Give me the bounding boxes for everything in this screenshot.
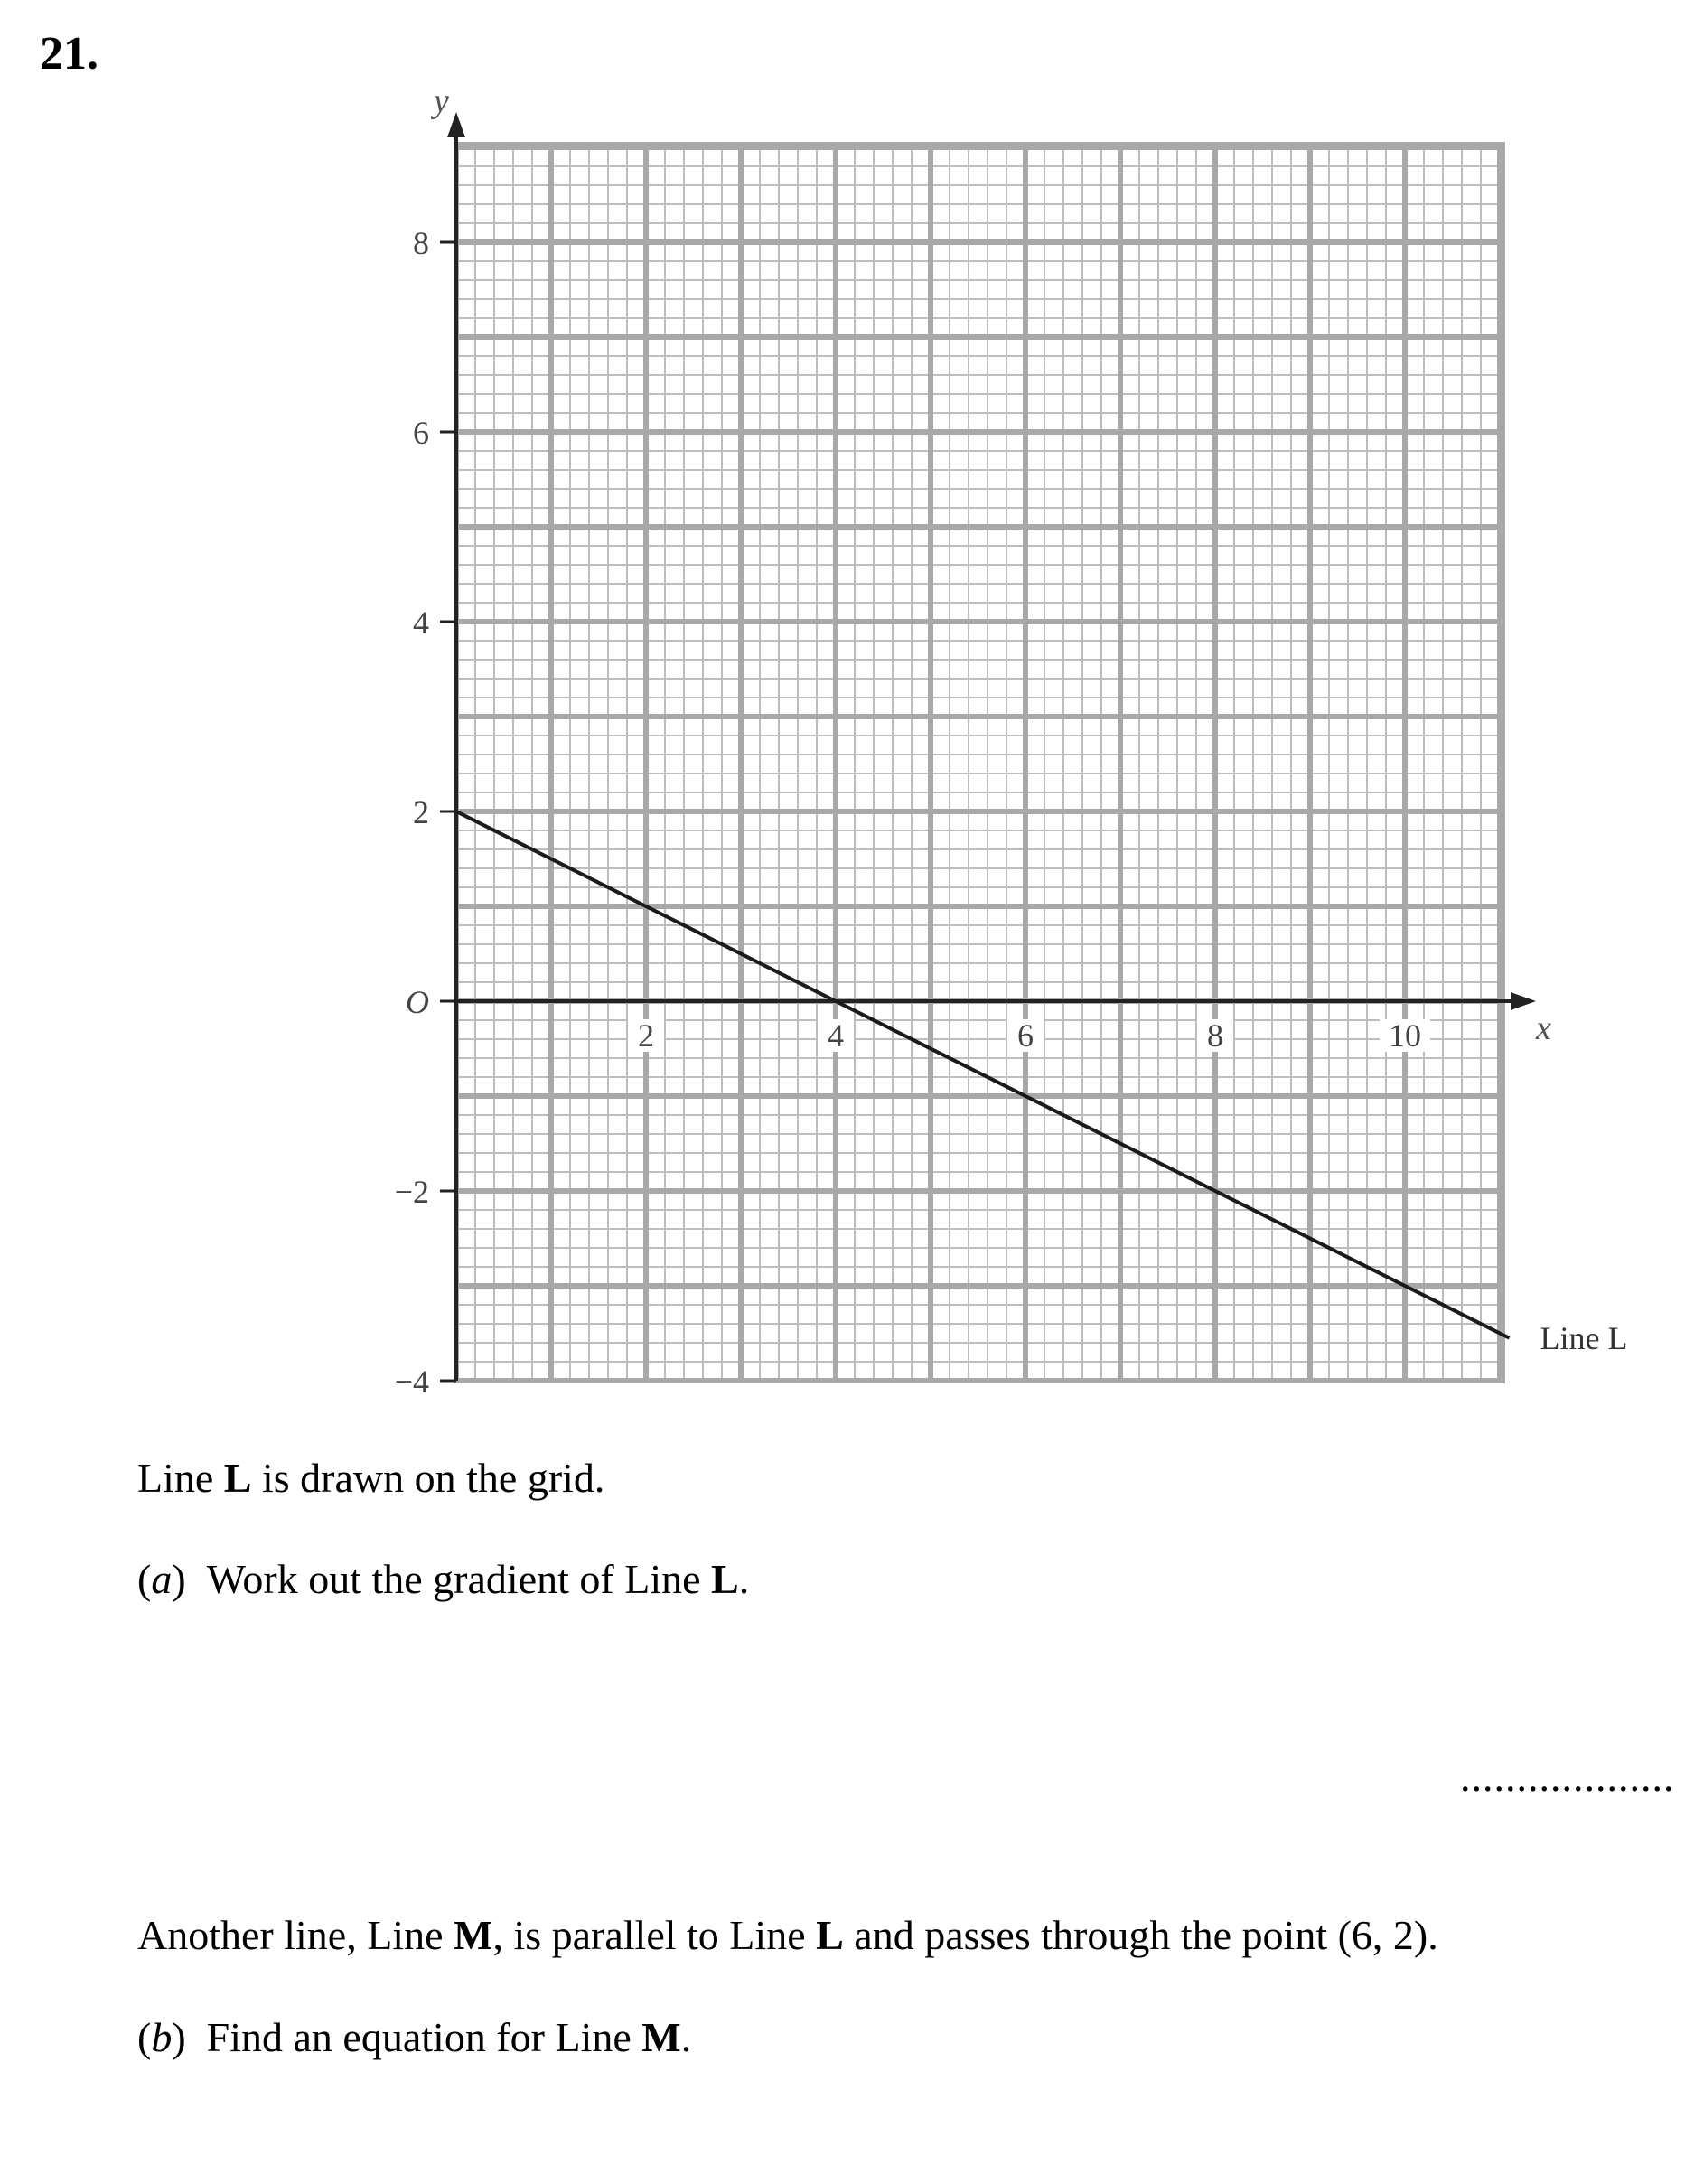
y-tick-label: 8 bbox=[413, 225, 429, 261]
grid-background bbox=[456, 145, 1502, 1381]
x-tick-label: 8 bbox=[1207, 1017, 1223, 1054]
x-tick-label: 4 bbox=[828, 1017, 844, 1054]
y-axis-label: y bbox=[434, 82, 449, 120]
y-tick-label: O bbox=[406, 984, 429, 1020]
answer-line[interactable]: ................... bbox=[1460, 1754, 1675, 1800]
part-a-question: (a) Work out the gradient of Line L. bbox=[137, 1556, 750, 1602]
grid-minor-lines bbox=[456, 145, 1502, 1381]
y-tick-label: 6 bbox=[413, 415, 429, 451]
y-tick-label: −4 bbox=[394, 1364, 429, 1400]
x-tick-label: 2 bbox=[638, 1017, 654, 1054]
x-tick-label: 10 bbox=[1389, 1017, 1421, 1054]
line-m-statement: Another line, Line M, is parallel to Line L and passes through the point (6, 2). bbox=[137, 1912, 1438, 1958]
y-axis-arrow bbox=[447, 112, 465, 137]
x-tick-label: 6 bbox=[1017, 1017, 1034, 1054]
y-tick-label: −2 bbox=[394, 1174, 429, 1210]
line-l-label: Line L bbox=[1540, 1319, 1628, 1356]
x-axis-label: x bbox=[1536, 1009, 1551, 1047]
y-tick-label: 2 bbox=[413, 794, 429, 830]
x-axis-arrow bbox=[1511, 992, 1536, 1010]
part-b-question: (b) Find an equation for Line M. bbox=[137, 2014, 692, 2060]
intro-text: Line L is drawn on the grid. bbox=[137, 1455, 605, 1501]
y-tick-label: 4 bbox=[413, 605, 429, 641]
question-number: 21. bbox=[40, 28, 98, 80]
